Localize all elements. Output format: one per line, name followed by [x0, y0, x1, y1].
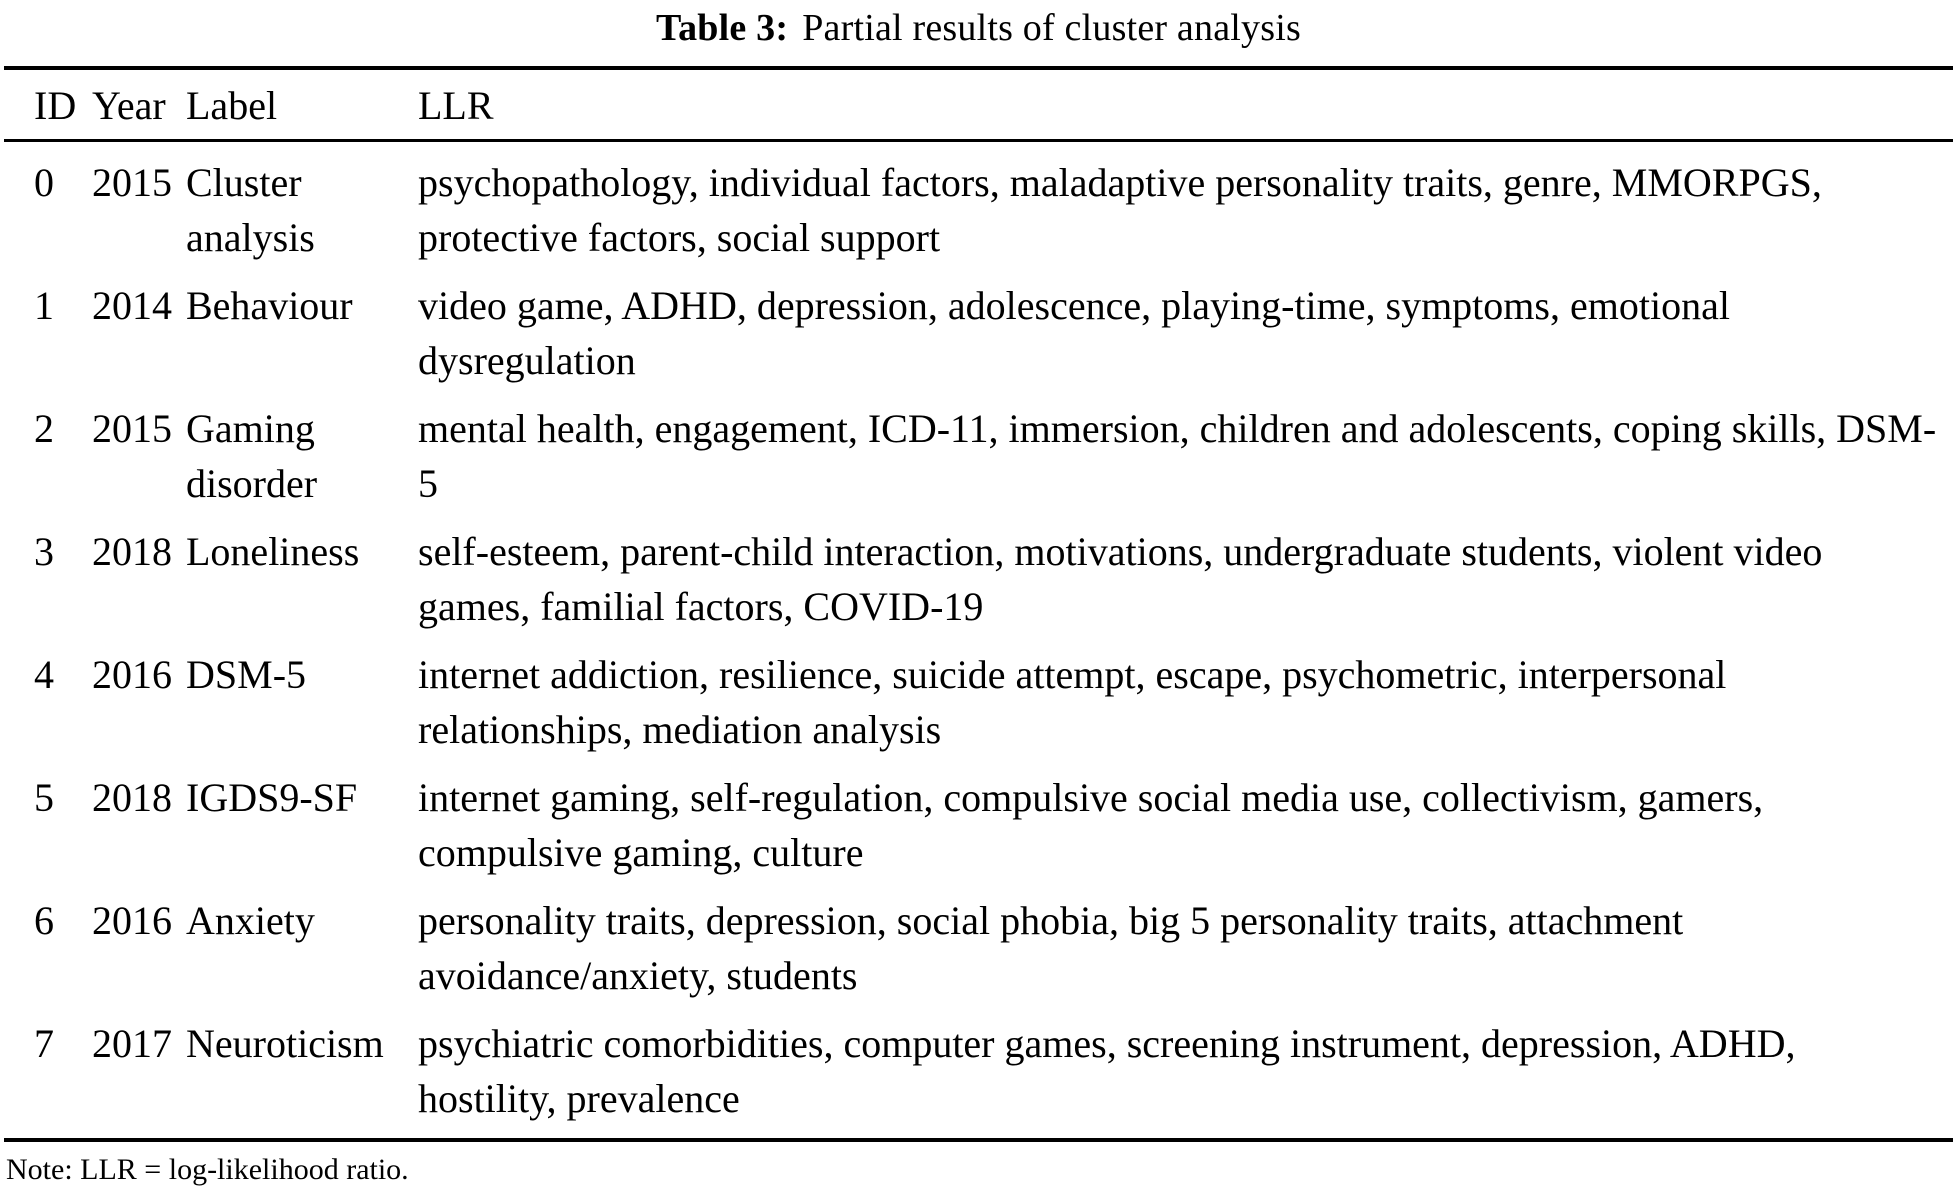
cell-label: Anxiety — [186, 898, 315, 943]
column-header-llr: LLR — [418, 68, 1953, 141]
cell-llr: internet addiction, resilience, suicide attempt, escape, psychometric, interpersonal relationships, mediation analysis — [418, 652, 1727, 752]
cell-id: 1 — [34, 283, 54, 328]
cell-llr: self-esteem, parent-child interaction, motivations, undergraduate students, violent video games, familial factors, COVID-19 — [418, 529, 1823, 629]
cell-id: 5 — [34, 775, 54, 820]
table-row — [4, 265, 1953, 388]
table-note: Note: LLR = log-likelihood ratio. — [6, 1153, 409, 1186]
column-header-year: Year — [92, 68, 186, 141]
cell-label: DSM-5 — [186, 652, 307, 697]
table-row — [4, 757, 1953, 880]
column-header-label: Label — [186, 68, 418, 141]
cell-year: 2014 — [92, 283, 172, 328]
table-row — [4, 1003, 1953, 1140]
cell-year: 2018 — [92, 775, 172, 820]
cell-llr: psychiatric comorbidities, computer games, screening instrument, depression, ADHD, hostility, prevalence — [418, 1021, 1796, 1121]
cell-label: Cluster analysis — [186, 160, 315, 260]
cell-id: 3 — [34, 529, 54, 574]
cluster-analysis-table — [4, 66, 1953, 1142]
cell-year: 2017 — [92, 1021, 172, 1066]
cell-id: 0 — [34, 160, 54, 205]
cell-year: 2015 — [92, 406, 172, 451]
table-caption-text: Partial results of cluster analysis — [802, 7, 1301, 49]
table-row — [4, 141, 1953, 266]
paper-page — [0, 6, 1957, 1186]
cell-label: Gaming disorder — [186, 406, 318, 506]
cell-id: 4 — [34, 652, 54, 697]
table-row — [4, 388, 1953, 511]
table-row — [4, 634, 1953, 757]
cell-label: Neuroticism — [186, 1021, 384, 1066]
cell-llr: mental health, engagement, ICD-11, immersion, children and adolescents, coping skills, DSM-5 — [418, 406, 1937, 506]
cell-year: 2016 — [92, 898, 172, 943]
cell-label: Loneliness — [186, 529, 360, 574]
table-header-row — [4, 68, 1953, 141]
cell-llr: psychopathology, individual factors, maladaptive personality traits, genre, MMORPGS, protective factors, social support — [418, 160, 1822, 260]
table-caption-number: Table 3: — [656, 7, 789, 49]
table-row — [4, 880, 1953, 1003]
cell-year: 2015 — [92, 160, 172, 205]
cell-year: 2016 — [92, 652, 172, 697]
cell-llr: video game, ADHD, depression, adolescence, playing-time, symptoms, emotional dysregulation — [418, 283, 1730, 383]
column-header-id: ID — [4, 68, 92, 141]
cell-id: 2 — [34, 406, 54, 451]
cell-id: 7 — [34, 1021, 54, 1066]
cell-label: IGDS9-SF — [186, 775, 358, 820]
cell-year: 2018 — [92, 529, 172, 574]
cell-id: 6 — [34, 898, 54, 943]
table-row — [4, 511, 1953, 634]
table-body — [4, 141, 1953, 1141]
table-caption — [0, 6, 1957, 50]
cell-llr: internet gaming, self-regulation, compulsive social media use, collectivism, gamers, compulsive gaming, culture — [418, 775, 1764, 875]
cell-label: Behaviour — [186, 283, 353, 328]
cell-llr: personality traits, depression, social phobia, big 5 personality traits, attachment avoidance/anxiety, students — [418, 898, 1684, 998]
